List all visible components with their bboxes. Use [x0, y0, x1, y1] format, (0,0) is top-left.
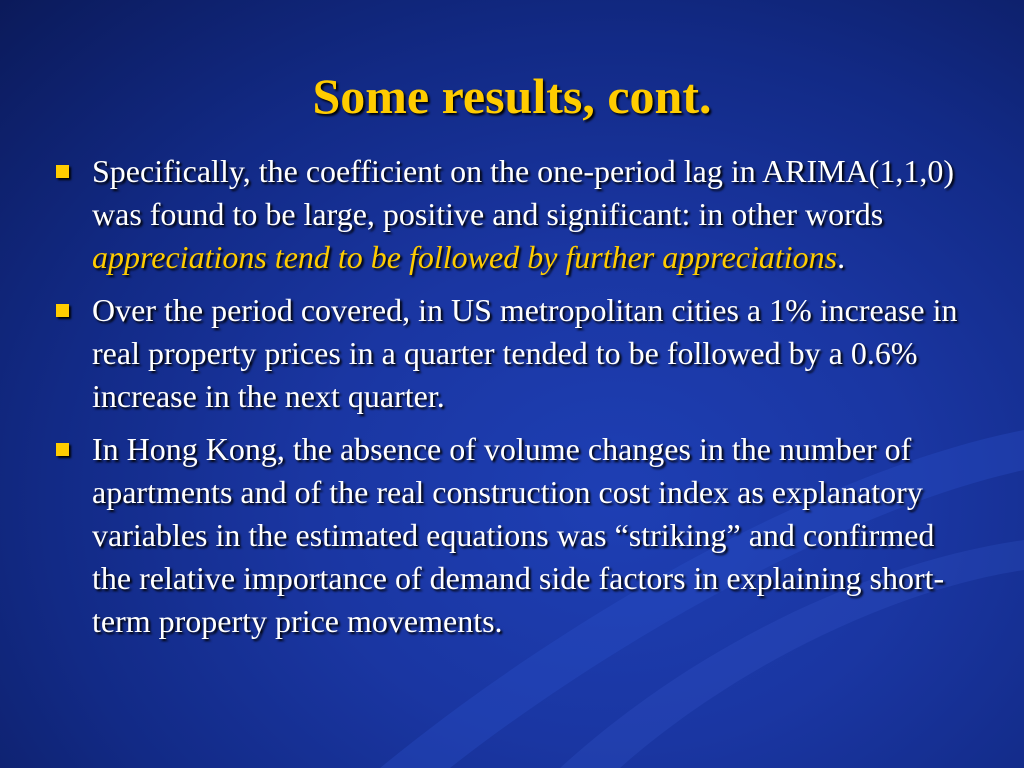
slide-title: Some results, cont.	[312, 68, 712, 124]
bullet-item	[52, 289, 972, 418]
square-bullet-icon	[56, 443, 69, 456]
bullet-list	[52, 150, 972, 653]
bullet-text: Specifically, the coefficient on the one-period lag in ARIMA(1,1,0) was found to be large, positive and significant: in other words	[92, 153, 954, 232]
bullet-item	[52, 150, 972, 279]
bullet-text: In Hong Kong, the absence of volume changes in the number of apartments and of the real construction cost index as explanatory variables in the estimated equations was “striking” and confirmed the relative importance of demand side factors in explaining short-term property price movements.	[92, 431, 945, 639]
bullet-text: Over the period covered, in US metropolitan cities a 1% increase in real property prices in a quarter tended to be followed by a 0.6% increase in the next quarter.	[92, 292, 958, 414]
bullet-item	[52, 428, 972, 643]
square-bullet-icon	[56, 304, 69, 317]
bullet-tail: .	[837, 239, 846, 275]
bullet-emphasis: appreciations tend to be followed by further appreciations	[92, 239, 838, 275]
square-bullet-icon	[56, 165, 69, 178]
